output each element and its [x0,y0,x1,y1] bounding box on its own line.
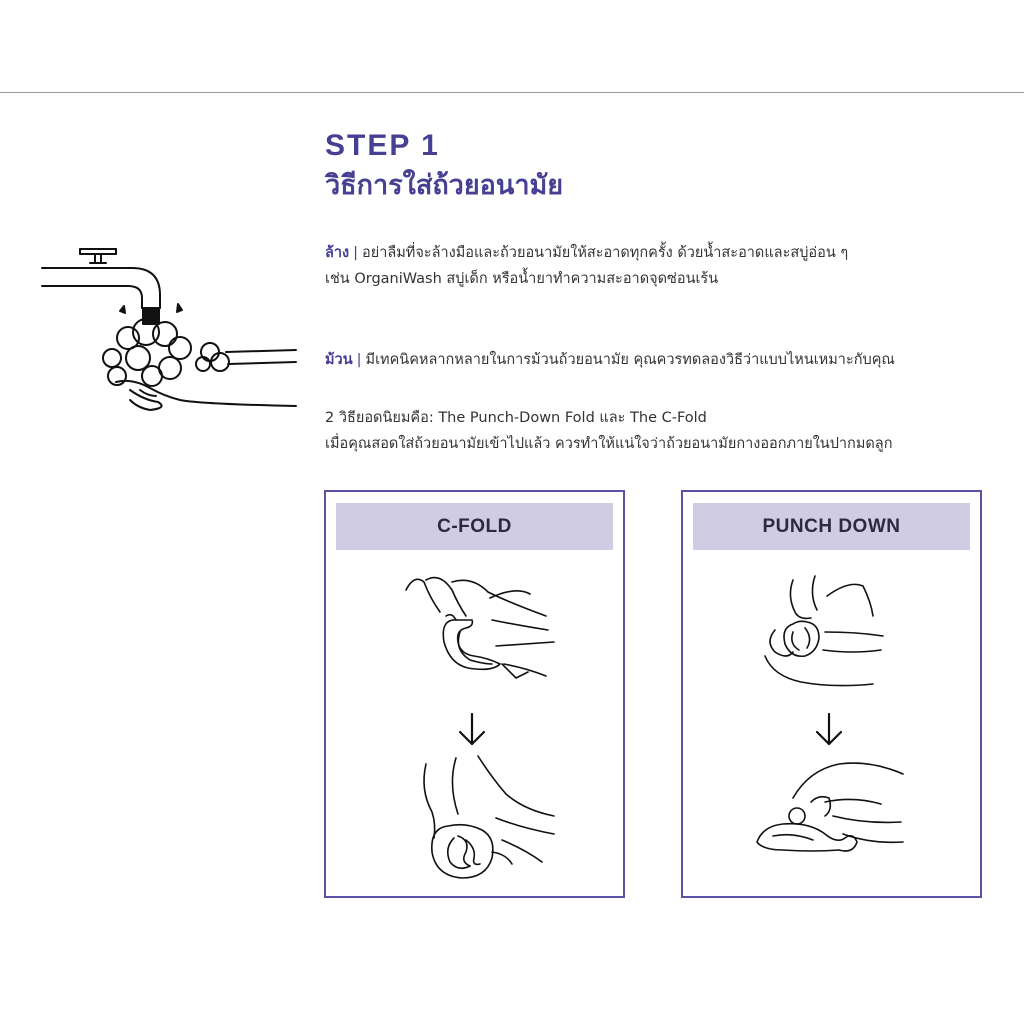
wash-separator: | [353,245,358,261]
wash-keyword: ล้าง [325,245,350,261]
arrow-down-icon [809,710,849,750]
fold-methods-line-1: 2 วิธียอดนิยมคือ: The Punch-Down Fold และ The C-Fold [325,410,707,426]
arrow-down-icon [452,710,492,750]
roll-separator: | [356,352,362,368]
roll-instruction [325,347,1000,373]
hand-washing-under-faucet-icon [40,240,302,415]
c-fold-card [324,490,625,898]
c-fold-header: C-FOLD [336,503,613,550]
fold-methods-text [325,405,1000,457]
roll-keyword: ม้วน [325,352,353,368]
wash-line-2: เช่น OrganiWash สบู่เด็ก หรือน้ำยาทำความสะอาดจุดซ่อนเร้น [325,271,719,287]
punch-down-hands-icon [753,572,918,692]
page-title: วิธีการใส่ถ้วยอนามัย [325,170,564,201]
wash-instruction [325,240,1000,292]
wash-line-1: อย่าลืมที่จะล้างมือและถ้วยอนามัยให้สะอาดทุกครั้ง ด้วยน้ำสะอาดและสบู่อ่อน ๆ [362,245,849,261]
c-fold-folded-cup-icon [396,754,561,884]
fold-methods-line-2: เมื่อคุณสอดใส่ถ้วยอนามัยเข้าไปแล้ว ควรทำให้แน่ใจว่าถ้วยอนามัยกางออกภายในปากมดลูก [325,436,893,452]
top-divider [0,92,1024,93]
punch-down-card [681,490,982,898]
roll-text: มีเทคนิคหลากหลายในการม้วนถ้วยอนามัย คุณควรทดลองวิธีว่าแบบไหนเหมาะกับคุณ [365,352,895,368]
punch-down-header: PUNCH DOWN [693,503,970,550]
c-fold-hands-icon [396,572,561,692]
step-label: STEP 1 [325,129,440,162]
punch-down-folded-cup-icon [753,754,918,884]
